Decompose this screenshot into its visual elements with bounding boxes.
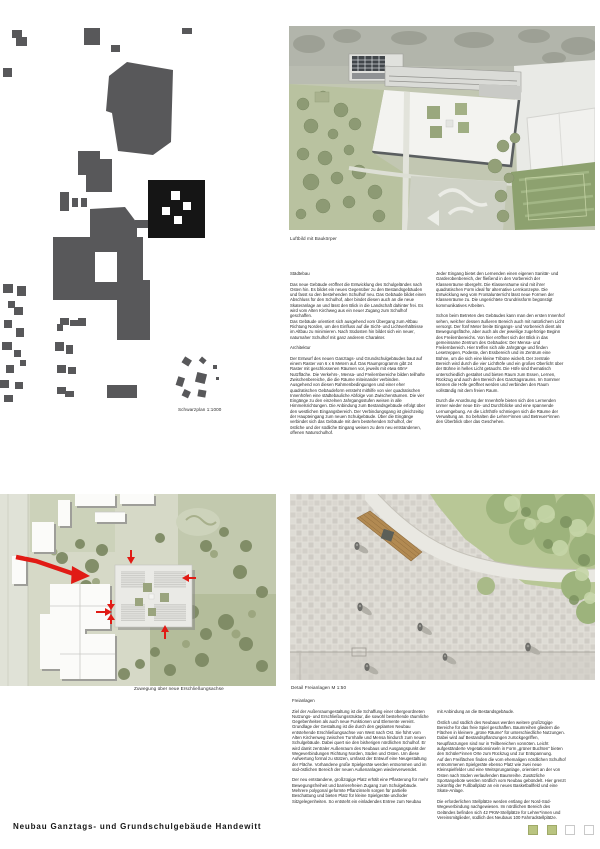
paragraph: Auf den Freiflächen finden die vom ehemaligen nördlichen Schulhof entnommenen Spielgeräte ebenso Platz wie zwei neue Kleinspielfelder und eine Weitsprunganlage, orientiert an der von Osten nach Süden verlaufenden Baumreihe. Zusätzliche Sportangebote werden nördlich vom Neubau gebündelt. Hier grenzt zukünftig der Fußballplatz an ein neues Basketballfeld und eine Skate-Anlage. bbox=[437, 756, 566, 794]
paragraph: Ausgehend von diesen Rahmenbedingungen und einer eher quadratischen Gebäudeform entsteht mithilfe von vier quadratischen Innenhöfen eine städtebauliche Abfolge von Zwischenräumen. Die vier Eingänge zu den einzelnen Jahrgangsstufen weisen in alle Himmelsrichtungen. Die Anbindung zum Bestandsgebäude erfolgt über den westlichen Eingangsbereich. Der Verbindungsgang ist gleichzeitig der Haupteingang zum neuen Schulgebäude. Über die Eingänge verbindet sich das Gebäude mit dem bestehenden Schulhof, der östliche und der südliche Eingang weisen zu dem neu entstandenen, offenen Naturschulhof. bbox=[290, 382, 426, 435]
detail-drawing bbox=[290, 494, 595, 680]
legend-square-filled bbox=[528, 825, 538, 835]
heading-architektur: Architektur bbox=[290, 345, 311, 351]
detail-caption: Detail Freianlagen M 1:50 bbox=[291, 685, 347, 690]
paragraph: Der Entwurf des neuen Ganztags- und Grundschulgebäudes baut auf einem Raster von 6 x 6 Metern auf. Das Raumprogramm gibt 24 Raster mit geschlossenen Räumen vor, jeweils mit etwa 60m² Nutzfläche. Die Verkehrs-, Mensa- und Freilernbereiche bilden teilhafte Zwischenbereiche, die die Räume miteinander verbinden. bbox=[290, 355, 425, 382]
schwarzplan-drawing bbox=[0, 20, 270, 405]
text-column-freianlagen bbox=[292, 698, 429, 804]
legend-square-empty bbox=[565, 825, 575, 835]
paragraph: Ziel der Außenraumgestaltung ist die Schaffung einer übergeordneten Nutzungs- und Erschließungsstruktur, die sowohl bestehende räumliche Gegebenheiten als auch neue Funktionen und Elemente vereint. bbox=[292, 708, 429, 725]
schwarzplan-figure bbox=[0, 20, 270, 405]
siteplan-figure bbox=[0, 494, 276, 686]
schwarzplan-caption: Schwarzplan 1:1000 bbox=[178, 407, 222, 412]
paragraph: mit Anbindung an die Bestandsgebäude. bbox=[437, 709, 515, 714]
paragraph: Das Gebäude orientiert sich ausgehend vom Übergang zum Altbau Richtung Norden, um den Einfluss auf die Sicht- und Lichtverhältnisse im Altbau zu minimieren. Nach Südosten hin bildet sich ein neuer, naturnaher Schulhof mit ganz anderem Charakter. bbox=[290, 318, 424, 340]
heading-freianlagen: Freianlagen bbox=[292, 698, 315, 703]
paragraph: Östlich und südlich des Neubaus werden weitere großzügige Bereiche für das freie Spiel geschaffen. Baumreihen gliedern die Flächen in kleinere „grüne Räume“ für unterschiedliche Nutzungen. Dabei wird auf Bestandspflanzungen zurückgegriffen, Neupflanzungen sind nur in Teilbereichen vonnöten. Leicht aufgeständerte Vegetationsinseln in Form „grüner Buchten“ bieten den Schüler*innen Orte zum Rückzug und zur Entspannung. bbox=[437, 719, 565, 757]
text-column-4 bbox=[437, 709, 567, 820]
siteplan-new-building bbox=[115, 565, 195, 630]
schwarzplan-new-building bbox=[148, 180, 205, 238]
paragraph: Das neue Gebäude eröffnet die Entwicklung des Schulgeländes nach Osten hin. Es bildet ein neues Gegenüber zu den Bestandsgebäuden und fasst so den bestehenden Schulhof neu. Das Gebäude bildet einen Abschluss für den Schulhof, aber bindet diesen auch an die neue Skateranlage an und lässt den Blick in die Landschaft dahinter frei. Es wird vom Alten Kirchweg aus ein neuer Zugang zum Schulhof geschaffen. bbox=[290, 281, 426, 319]
phase-legend bbox=[528, 825, 594, 835]
aerial-render-figure bbox=[289, 26, 595, 230]
siteplan-caption: Zuwegung über neue Erschließungsachse bbox=[134, 686, 224, 691]
paragraph: Jeder Eingang bietet den Lernenden einen eigenen Sanitär- und Garderobenbereich, der fließend in den Vorbereich der Klassenräume übergeht. Die Klassenräume sind mit ihrer quadratischen Form ideal für alternative Lernkonzepte. Die Entwicklung weg vom Frontalunterricht lässt neue Formen der Klassenräume zu. Die ungerichtete Grundrissform begünstigt kommunikatives Arbeiten. bbox=[436, 271, 559, 308]
aerial-sports-field bbox=[511, 162, 595, 230]
paragraph: Die erforderlichen Stellplätze werden entlang der Nord-Süd-Wegeverbindung nachgewiesen. Im nördlichen Bereich des Geländes befinden sich 42 PKW-Stellplätze für Lehrer*innen und Vereinsmitglieder, südlich des Neubaus 100 Fahrradstellplätze. bbox=[437, 799, 561, 820]
aerial-render bbox=[289, 26, 595, 230]
aerial-caption: Luftbild mit Baukörper bbox=[290, 236, 337, 241]
paragraph: Durch die Anordnung der Innenhöfe bieten sich den Lernenden immer wieder neue Ein- und Durchblicke und eine spannende Lernumgebung. An die Lichthöfe schmiegen sich die Räume der Verwaltung an. So behalten die Lehrer*innen und Betreuer*innen den Überblick über das Geschehen. bbox=[436, 398, 560, 425]
aerial-new-building bbox=[372, 90, 519, 166]
text-column-staedtebau bbox=[290, 271, 426, 435]
legend-square-empty bbox=[584, 825, 594, 835]
siteplan-drawing bbox=[0, 494, 276, 686]
text-column-2 bbox=[436, 271, 565, 425]
paragraph: Schon beim Betreten des Gebäudes kann man den ersten Innenhof sehen, welcher dessen äußeren Bereich auch mit natürlichem Licht versorgt. Der fünf Meter breite Eingangs- und Vorbereich dient als Bewegungsfläche, aber auch als der jeweilige zugehörige Beginn des Freilernbereichs. Von hier eröffnet sich der Blick in das gemeinsame Zentrum des Gebäudes: Der Mensa- und Freilernbereich. Hier treffen sich alle Jahrgänge und finden Lesetreppen, Podeste, den Essbereich und im Zentrum eine Bühne, um die sich eine kleine Tribüne wickelt. Der zentrale Bereich wird durch die vier Lichthöfe und ein großes Oberlicht über der Bühne in helles Licht getaucht. Die Höfe sind thematisch unterschiedlich gestaltet und bieten Raum zum Essen, Lernen, Rückzug und auch den Bereich des Ganztagsraums. Im Sommer können die Höfe geöffnet werden und verbinden den Raum vollständig mit dem freien Raum. bbox=[436, 313, 565, 393]
project-title: Neubau Ganztags- und Grundschulgebäude Handewitt bbox=[13, 822, 262, 831]
heading-staedtebau: Städtebau bbox=[290, 271, 310, 276]
legend-square-filled bbox=[547, 825, 557, 835]
detail-figure bbox=[290, 494, 595, 680]
paragraph: Der neu entstandene, großzügige Platz erhält eine Pflasterung für mehr Bewegungsfreiheit und barrierefreien Zugang zum Schulgebäude. Mehrere polygonal geformte Pflanzinseln sorgen für partielle Beschattung und bieten Platz für kleine Spielgeräte und/oder Sitzgelegenheiten. So entsteht ein einladendes Entree zum Neubau bbox=[292, 777, 429, 804]
paragraph: Grundlage der Gestaltung ist die durch den geplanten Neubau entstehende Erschließungsachse von West nach Ost. Sie führt vom Alten Kirchenweg zwischen Turnhalle und Mensa hindurch zum neuen Schulgebäude. Dabei quert sie den bisherigen nördlichen Schulhof. Er wird damit zentraler Außenraum des Neubaus und Ausgangspunkt der Wegeverbindungen Richtung Norden, Süden und Osten. Um diese Aufwertung formal zu stützen, umfasst der Entwurf eine Neugestaltung der Fläche. Vorhandene große Spielgeräte werden entnommen und im süd-östlichen Bereich der neuen Außenanlagen wiederverwendet. bbox=[292, 724, 427, 772]
